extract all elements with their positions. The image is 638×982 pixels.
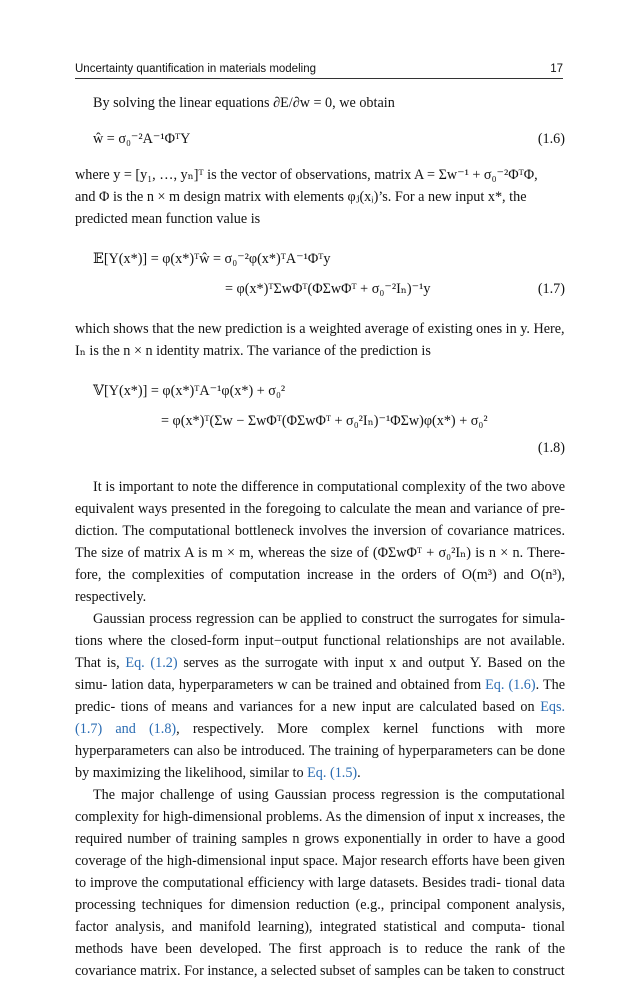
equation-link[interactable]: Eq. (1.5) — [307, 765, 358, 781]
equation-line: = φ(x*)ᵀ(Σw − ΣwΦᵀ(ΦΣwΦᵀ + σ₀²Iₙ)⁻¹ΦΣw)φ(x*) + σ₀² — [161, 413, 488, 429]
equation-number: (1.8) — [537, 440, 565, 456]
equation-1-8 — [75, 376, 565, 460]
equation-line: 𝕍[Y(x*)] = φ(x*)ᵀA⁻¹φ(x*) + σ₀² — [93, 383, 286, 399]
equation-link[interactable]: Eq. (1.6) — [485, 677, 536, 693]
paragraph: which shows that the new prediction is a weighted average of existing ones in y. Here, Iₙ is the n × n identity matrix. The variance of the prediction is — [75, 321, 565, 359]
header-rule — [75, 78, 563, 79]
page-number: 17 — [550, 63, 563, 75]
equation-line: ŵ = σ₀⁻²A⁻¹ΦᵀY — [93, 131, 191, 147]
equation-number: (1.7) — [537, 281, 565, 297]
paragraph: By solving the linear equations ∂E/∂w = 0, we obtain — [93, 95, 395, 111]
equation-link[interactable]: (1.8) — [148, 721, 177, 737]
main-text — [75, 92, 565, 982]
equation-1-7 — [75, 244, 565, 304]
equation-link[interactable]: Eq. (1.2) — [125, 655, 178, 671]
running-header — [75, 57, 563, 75]
equation-number: (1.6) — [537, 131, 565, 147]
paragraph: Gaussian process regression can be applied to construct the surrogates for simula- tions where the closed-form input−output functional relationships are not available. That is, Eq. (1.2) serves as the surrogate with input x and output Y. Based on the simu- lation data, hyperparameters w can be trained and obtained from Eq. (1.6). The predic- tions of means and variances for a new input are calculated based on Eqs. (1.7) and (1.8), respectively. More complex kernel functions with more hyperparameters can also be introduced. The training of hyperparameters can be done by maximizing the likelihood, similar to Eq. (1.5). — [75, 611, 566, 781]
paragraph: It is important to note the difference in computational complexity of the two above equivalent ways presented in the foregoing to calculate the mean and variance of pre- diction. The computational bottleneck involves the inversion of covariance matrices. The size of matrix A is m × m, whereas the size of (ΦΣwΦᵀ + σ₀²Iₙ) is n × n. There- fore, the complexities of computation increase in the orders of O(m³) and O(n³), respectively. — [75, 479, 565, 605]
equation-link[interactable]: Eqs. (1.7) and — [75, 699, 566, 737]
paragraph: The major challenge of using Gaussian process regression is the computational complexity for high-dimensional problems. As the dimension of input x increases, the required number of training samples n grows exponentially in order to have a good coverage of the high-dimensional input space. Major research efforts have been given to improve the computational efficiency with large datasets. Besides tradi- tional data processing techniques for dimension reduction (e.g., principal component analysis, factor analysis, and manifold learning), integrated statistical and computa- tional methods have been developed. The first approach is to reduce the rank of the covariance matrix. For instance, a selected subset of samples can be taken to construct — [75, 787, 566, 979]
paragraph: where y = [y₁, …, yₙ]ᵀ is the vector of observations, matrix A = Σw⁻¹ + σ₀⁻²ΦᵀΦ, and Φ is the n × m design matrix with elements φⱼ(xᵢ)’s. For a new input x*, the predicted mean function value is — [75, 167, 538, 227]
running-title: Uncertainty quantification in materials modeling — [75, 63, 316, 75]
equation-line: 𝔼[Y(x*)] = φ(x*)ᵀŵ = σ₀⁻²φ(x*)ᵀA⁻¹Φᵀy — [93, 251, 331, 267]
equation-line: = φ(x*)ᵀΣwΦᵀ(ΦΣwΦᵀ + σ₀⁻²Iₙ)⁻¹y — [225, 281, 431, 297]
equation-1-6 — [75, 128, 565, 150]
